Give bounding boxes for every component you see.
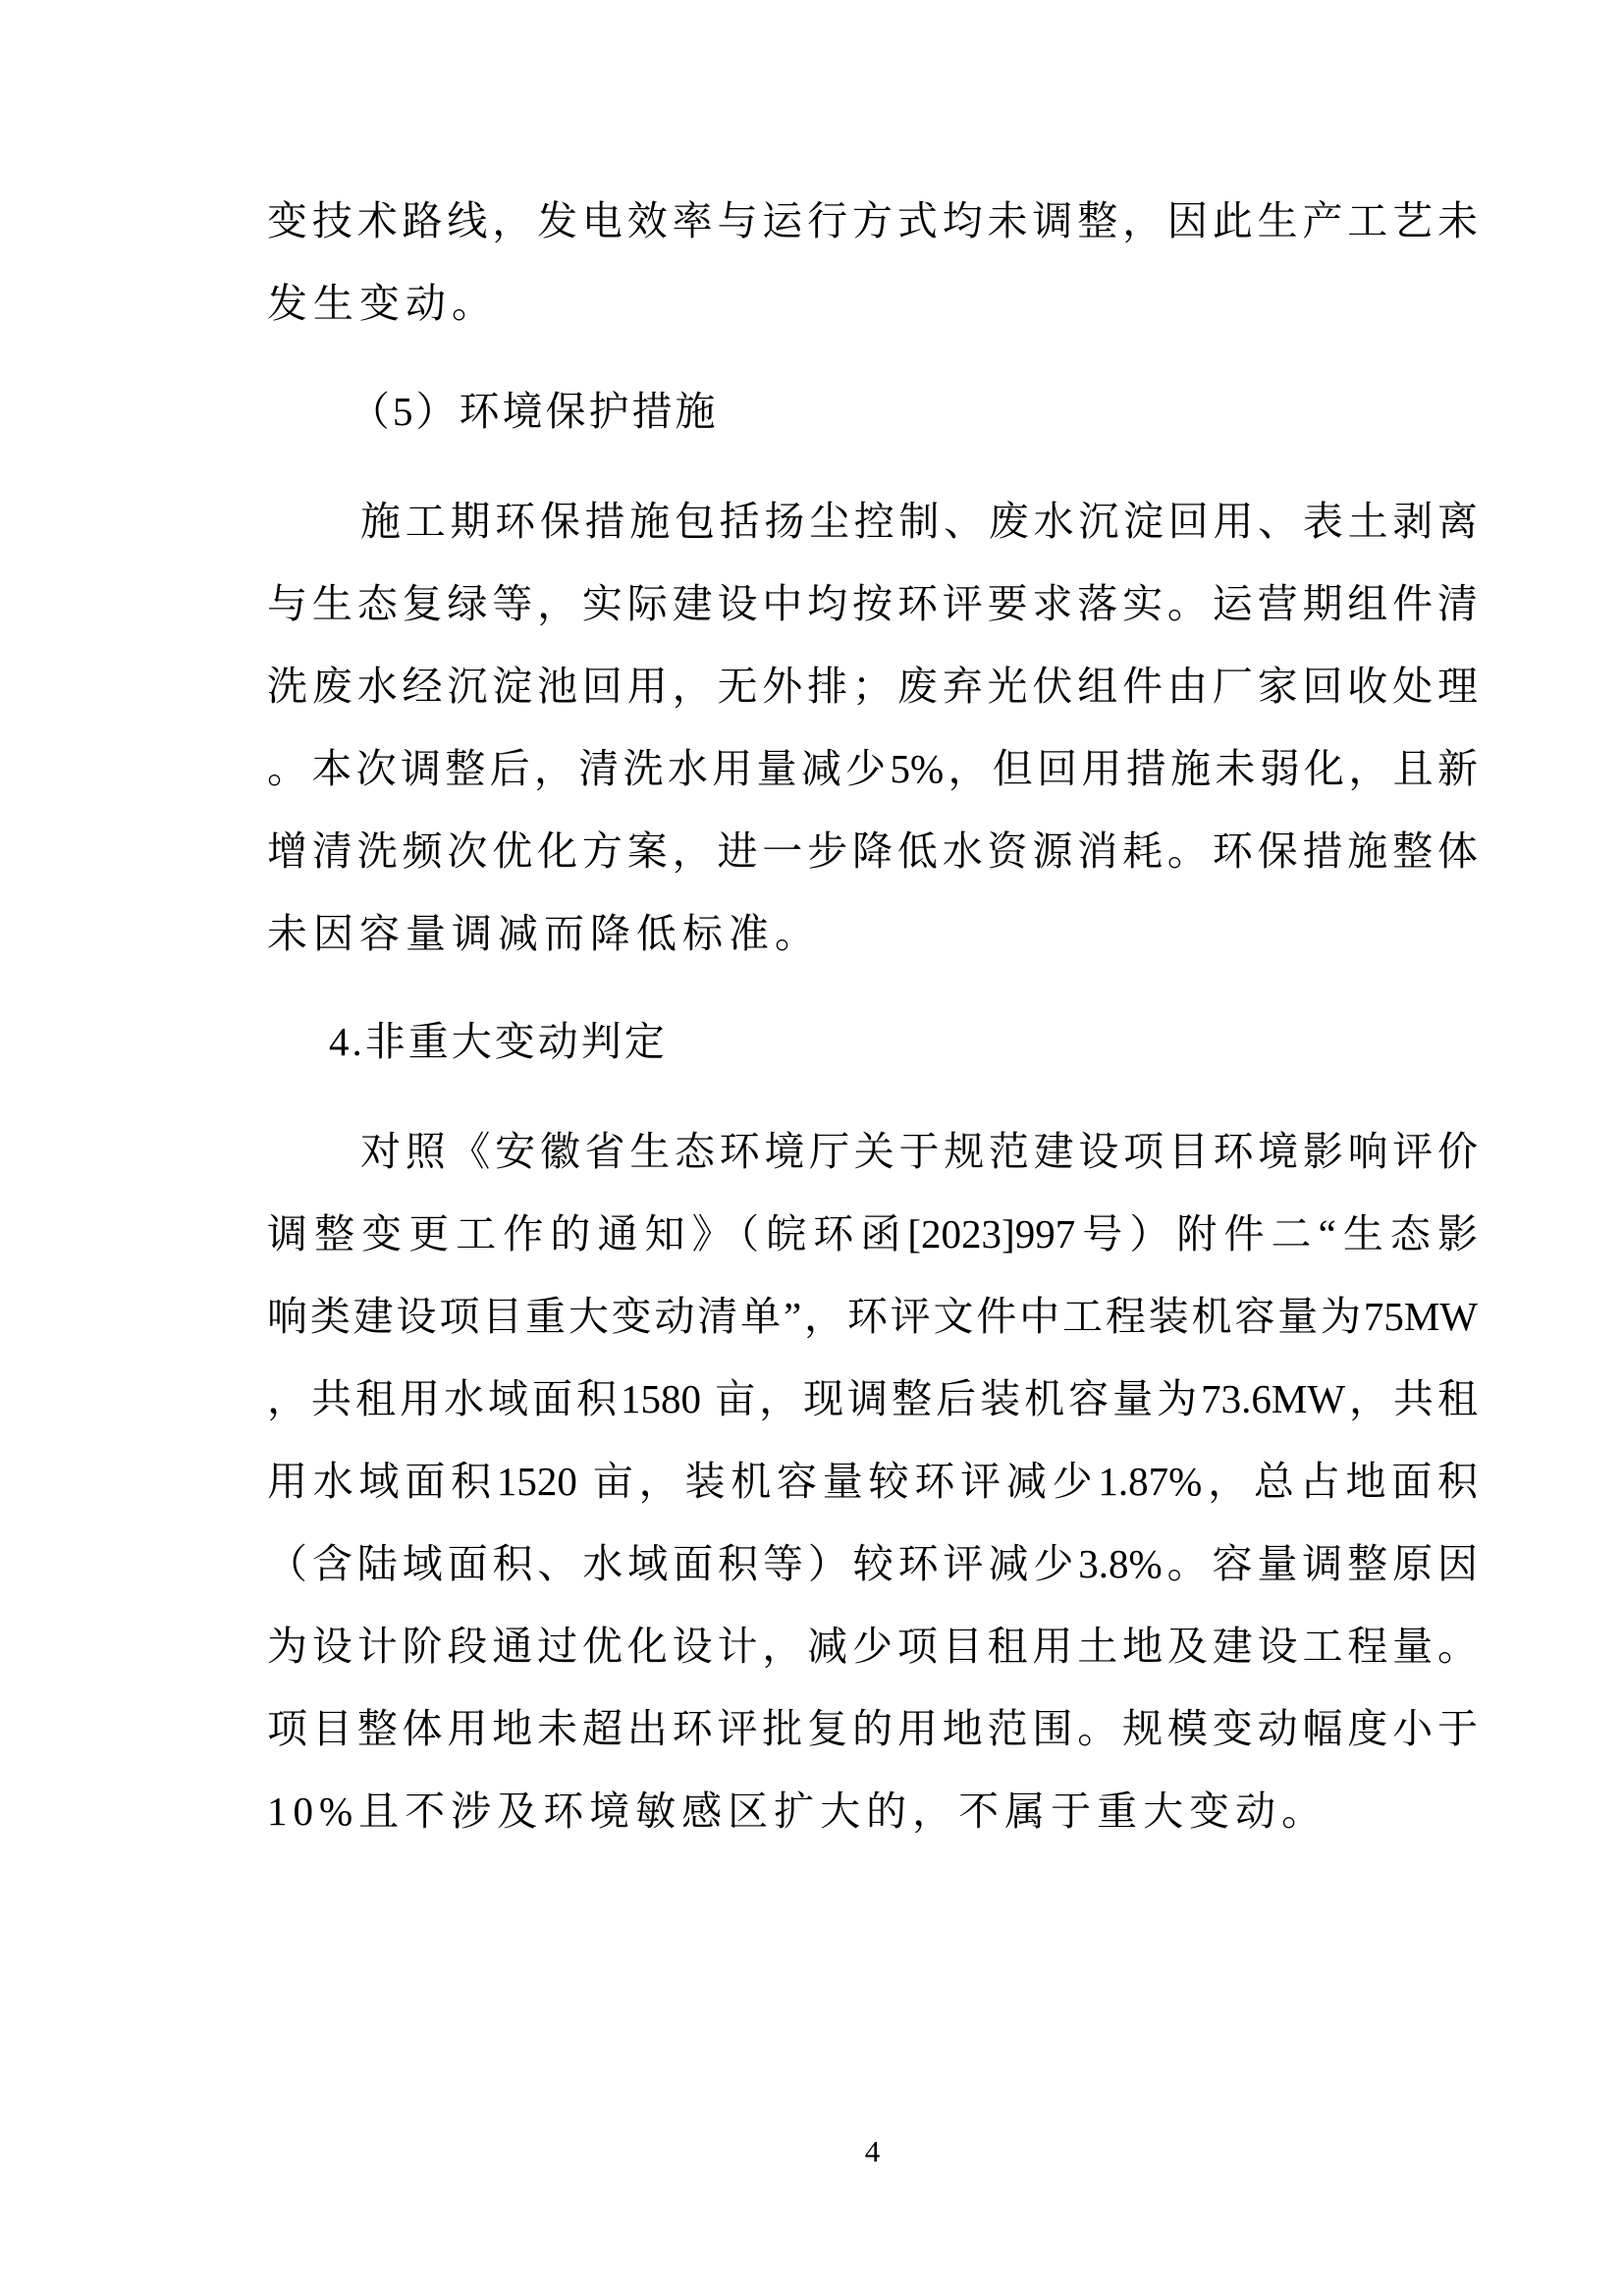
paragraph-env-measures: [267, 480, 1478, 975]
body-line: 响类建设项目重大变动清单”，环评文件中工程装机容量为75MW: [267, 1294, 1478, 1339]
body-line: 对照《安徽省生态环境厅关于规范建设项目环境影响评价: [360, 1129, 1478, 1174]
body-line: ，共租用水域面积1580 亩，现调整后装机容量为73.6MW，共租: [267, 1376, 1478, 1421]
paragraph-continuation: [267, 180, 1478, 345]
body-line: 与生态复绿等，实际建设中均按环评要求落实。运营期组件清: [267, 581, 1478, 626]
body-line: 。本次调整后，清洗水用量减少5%，但回用措施未弱化，且新: [267, 746, 1478, 791]
document-body: [267, 180, 1478, 1852]
body-line: 增清洗频次优化方案，进一步降低水资源消耗。环保措施整体: [267, 828, 1478, 874]
body-line: 未因容量调减而降低标准。: [267, 911, 821, 956]
body-line: 项目整体用地未超出环评批复的用地范围。规模变动幅度小于: [267, 1706, 1478, 1751]
body-line: （含陆域面积、水域面积等）较环评减少3.8%。容量调整原因: [267, 1541, 1478, 1586]
paragraph-judgement: [267, 1110, 1478, 1852]
section-heading-major-change-judgement: 4.非重大变动判定: [329, 1019, 668, 1064]
page-number: 4: [864, 2134, 881, 2168]
body-line: 调整变更工作的通知》（皖环函[2023]997号）附件二“生态影: [267, 1211, 1478, 1256]
body-line: 10%且不涉及环境敏感区扩大的，不属于重大变动。: [267, 1789, 1328, 1834]
body-line: 为设计阶段通过优化设计，减少项目租用土地及建设工程量。: [267, 1624, 1478, 1669]
body-line: 变技术路线，发电效率与运行方式均未调整，因此生产工艺未: [267, 198, 1478, 243]
body-line: 发生变动。: [267, 281, 498, 326]
body-line: 施工期环保措施包括扬尘控制、废水沉淀回用、表土剥离: [360, 499, 1478, 544]
section-heading-env-protection: （5）环境保护措施: [350, 389, 719, 434]
body-line: 用水域面积1520 亩，装机容量较环评减少1.87%，总占地面积: [267, 1459, 1478, 1504]
body-line: 洗废水经沉淀池回用，无外排；废弃光伏组件由厂家回收处理: [267, 664, 1478, 709]
